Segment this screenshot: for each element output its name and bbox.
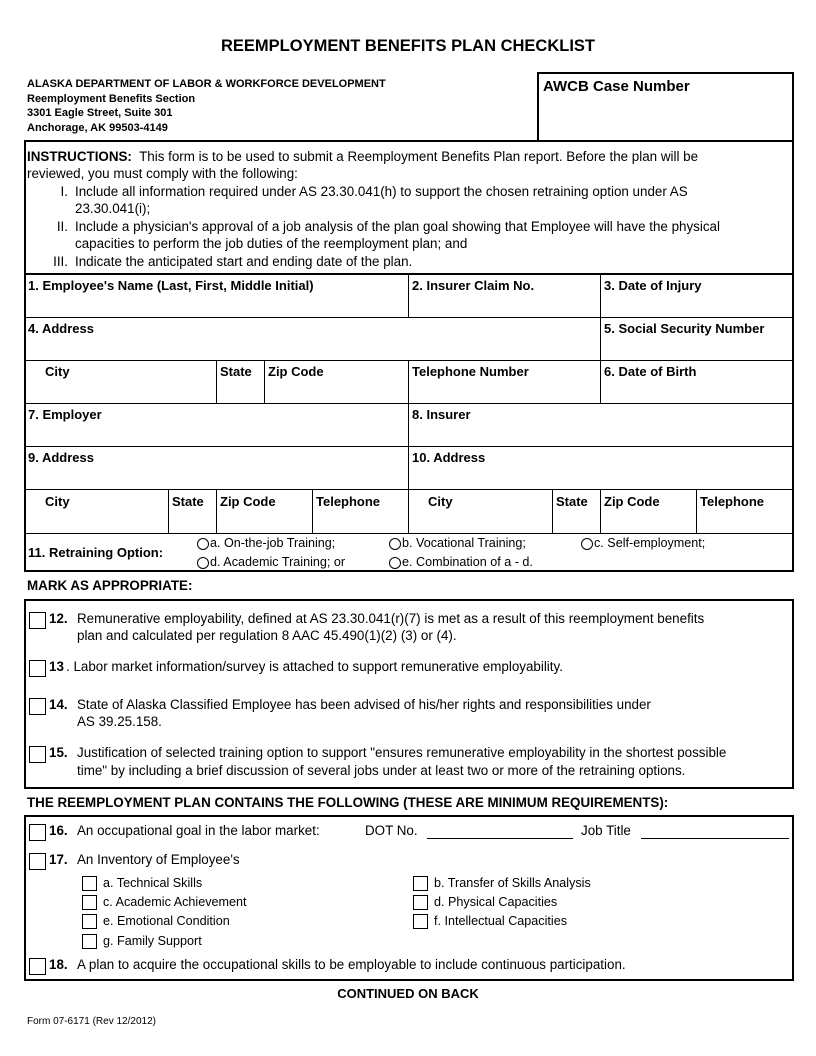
case-number-label: AWCB Case Number [543, 78, 690, 95]
item-14-text: AS 39.25.158. [77, 714, 162, 729]
inventory-item: g. Family Support [103, 934, 202, 948]
item-16-number: 16. [49, 823, 68, 838]
item-12-text: plan and calculated per regulation 8 AAC 45.490(1)(2) (3) or (4). [77, 628, 457, 643]
item-17-text: An Inventory of Employee's [77, 852, 240, 867]
retraining-option-e: e. Combination of a - d. [402, 555, 533, 569]
grid-divider [25, 360, 793, 361]
grid-divider [408, 403, 409, 489]
grid-divider [25, 403, 793, 404]
retraining-option-a: a. On-the-job Training; [210, 536, 336, 550]
instructions-heading: INSTRUCTIONS: [27, 149, 132, 164]
ssn-field[interactable]: 5. Social Security Number [604, 321, 765, 336]
grid-divider [25, 533, 793, 534]
grid-divider [168, 489, 169, 533]
inventory-checkbox-g[interactable] [82, 934, 97, 949]
insurer-claim-field[interactable]: 2. Insurer Claim No. [412, 278, 535, 293]
city-field[interactable]: City [45, 364, 70, 379]
instructions-intro-1: This form is to be used to submit a Reemployment Benefits Plan report. Before the plan will be [139, 149, 699, 164]
instruction-num: III. [53, 254, 68, 269]
inventory-item: b. Transfer of Skills Analysis [434, 876, 591, 890]
grid-divider [216, 489, 217, 533]
mark-as-appropriate-heading: MARK AS APPROPRIATE: [27, 578, 193, 593]
item-16-checkbox[interactable] [29, 824, 46, 841]
instructions-intro-2: reviewed, you must comply with the following: [27, 166, 298, 181]
zip-field[interactable]: Zip Code [268, 364, 324, 379]
retraining-option-label: 11. Retraining Option: [28, 545, 164, 560]
insurer-city-field[interactable]: City [428, 494, 453, 509]
inventory-item: f. Intellectual Capacities [434, 914, 568, 928]
instruction-num: II. [56, 219, 68, 234]
grid-divider [264, 360, 265, 403]
state-field[interactable]: State [220, 364, 252, 379]
inventory-checkbox-d[interactable] [413, 895, 428, 910]
item-18-checkbox[interactable] [29, 958, 46, 975]
instruction-text: capacities to perform the job duties of the reemployment plan; and [75, 236, 468, 251]
job-title-input[interactable] [641, 838, 789, 839]
inventory-checkbox-e[interactable] [82, 914, 97, 929]
insurer-state-field[interactable]: State [556, 494, 588, 509]
inventory-checkbox-c[interactable] [82, 895, 97, 910]
employer-zip-field[interactable]: Zip Code [220, 494, 276, 509]
retraining-option-d: d. Academic Training; or [210, 555, 346, 569]
item-15-number: 15. [49, 745, 68, 760]
page-title: REEMPLOYMENT BENEFITS PLAN CHECKLIST [220, 37, 595, 55]
item-12-number: 12. [49, 611, 68, 626]
case-number-box[interactable] [537, 72, 794, 142]
grid-divider [600, 360, 601, 403]
agency-city: Anchorage, AK 99503-4149 [27, 121, 168, 134]
instruction-text: Include a physician's approval of a job analysis of the plan goal showing that Employee will have the physical [75, 219, 720, 234]
date-of-injury-field[interactable]: 3. Date of Injury [604, 278, 702, 293]
form-number: Form 07-6171 (Rev 12/2012) [27, 1016, 156, 1027]
grid-divider [552, 489, 553, 533]
grid-divider [25, 446, 793, 447]
instruction-text: Indicate the anticipated start and ending date of the plan. [75, 254, 413, 269]
item-12-text: Remunerative employability, defined at AS 23.30.041(r)(7) is met as a result of this reemployment benefits [77, 611, 705, 626]
agency-street: 3301 Eagle Street, Suite 301 [27, 107, 173, 119]
grid-divider [600, 317, 601, 360]
item-13-checkbox[interactable] [29, 660, 46, 677]
inventory-checkbox-a[interactable] [82, 876, 97, 891]
employer-field[interactable]: 7. Employer [28, 407, 102, 422]
dot-number-label: DOT No. [365, 823, 418, 838]
retraining-radio-b[interactable] [389, 538, 401, 550]
date-of-birth-field[interactable]: 6. Date of Birth [604, 364, 697, 379]
insurer-telephone-field[interactable]: Telephone [700, 494, 765, 509]
job-title-label: Job Title [581, 823, 631, 838]
item-15-text: time" by including a brief discussion of several jobs under at least two or more of the retraining options. [77, 763, 686, 778]
inventory-item: a. Technical Skills [103, 876, 203, 890]
item-13-text: . Labor market information/survey is attached to support remunerative employability. [66, 659, 563, 674]
employer-city-field[interactable]: City [45, 494, 70, 509]
item-14-number: 14. [49, 697, 68, 712]
dot-number-input[interactable] [427, 838, 573, 839]
agency-section: Reemployment Benefits Section [27, 92, 196, 105]
grid-divider [600, 489, 601, 533]
instruction-num: I. [60, 184, 68, 199]
instruction-text: 23.30.041(i); [75, 201, 151, 216]
plan-requirements-heading: THE REEMPLOYMENT PLAN CONTAINS THE FOLLOWING (THESE ARE MINIMUM REQUIREMENTS): [27, 795, 669, 810]
grid-divider [408, 274, 409, 317]
grid-divider [408, 489, 409, 533]
item-17-number: 17. [49, 852, 68, 867]
inventory-item: c. Academic Achievement [103, 895, 247, 909]
instructions-line-1 [27, 149, 698, 164]
continued-on-back: CONTINUED ON BACK [337, 986, 479, 1001]
insurer-field[interactable]: 8. Insurer [412, 407, 471, 422]
item-18-number: 18. [49, 957, 68, 972]
inventory-checkbox-f[interactable] [413, 914, 428, 929]
insurer-address-field[interactable]: 10. Address [412, 450, 486, 465]
inventory-item: e. Emotional Condition [103, 914, 230, 928]
item-13-number: 13 [49, 659, 64, 674]
item-12-checkbox[interactable] [29, 612, 46, 629]
grid-divider [408, 360, 409, 403]
instruction-text: Include all information required under AS 23.30.041(h) to support the chosen retraining option under AS [75, 184, 688, 199]
employer-state-field[interactable]: State [172, 494, 204, 509]
address-field[interactable]: 4. Address [28, 321, 94, 336]
grid-divider [25, 489, 793, 490]
employer-telephone-field[interactable]: Telephone [316, 494, 381, 509]
grid-divider [216, 360, 217, 403]
item-14-checkbox[interactable] [29, 698, 46, 715]
retraining-option-b: b. Vocational Training; [402, 536, 526, 550]
item-17-checkbox[interactable] [29, 853, 46, 870]
grid-divider [696, 489, 697, 533]
item-14-text: State of Alaska Classified Employee has been advised of his/her rights and responsibilities under [77, 697, 651, 712]
item-15-checkbox[interactable] [29, 746, 46, 763]
retraining-radio-a[interactable] [197, 538, 209, 550]
employee-name-field[interactable]: 1. Employee's Name (Last, First, Middle Initial) [28, 278, 314, 293]
grid-divider [25, 317, 793, 318]
inventory-item: d. Physical Capacities [434, 895, 558, 909]
telephone-number-field[interactable]: Telephone Number [412, 364, 529, 379]
employer-address-field[interactable]: 9. Address [28, 450, 94, 465]
item-15-text: Justification of selected training option to support "ensures remunerative employability in the shortest possible [77, 745, 727, 760]
retraining-radio-d[interactable] [197, 557, 209, 569]
retraining-option-c: c. Self-employment; [594, 536, 706, 550]
insurer-zip-field[interactable]: Zip Code [604, 494, 660, 509]
retraining-radio-e[interactable] [389, 557, 401, 569]
item-16-text: An occupational goal in the labor market: [77, 823, 320, 838]
grid-divider [600, 274, 601, 317]
agency-name: ALASKA DEPARTMENT OF LABOR & WORKFORCE DEVELOPMENT [27, 78, 386, 90]
inventory-checkbox-b[interactable] [413, 876, 428, 891]
item-18-text: A plan to acquire the occupational skills to be employable to include continuous participation. [77, 957, 626, 972]
grid-divider [25, 273, 793, 275]
grid-divider [312, 489, 313, 533]
retraining-radio-c[interactable] [581, 538, 593, 550]
